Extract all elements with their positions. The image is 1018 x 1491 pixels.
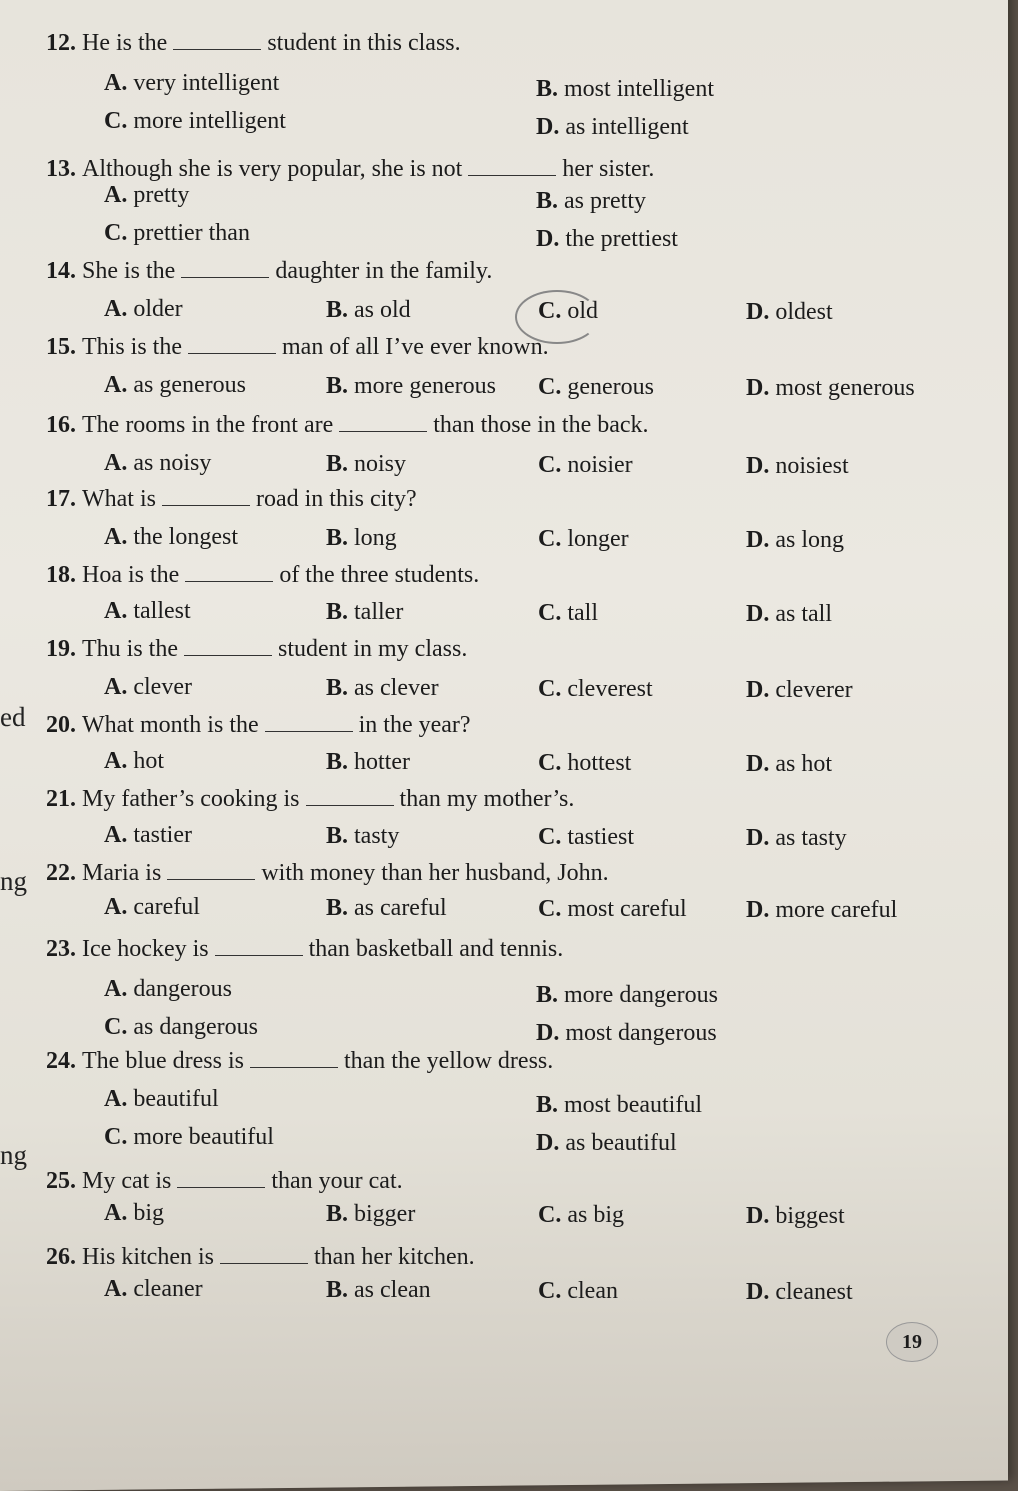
question-text-before: What month is the xyxy=(82,712,259,738)
question-text-before: Although she is very popular, she is not xyxy=(82,156,463,182)
answer-option[interactable] xyxy=(536,982,718,1009)
answer-option[interactable] xyxy=(326,1201,415,1228)
option-text: tastiest xyxy=(567,824,634,850)
answer-option[interactable] xyxy=(104,450,211,477)
option-text: generous xyxy=(567,374,654,400)
answer-option[interactable] xyxy=(538,896,687,923)
answer-blank[interactable] xyxy=(188,335,276,354)
option-letter: A. xyxy=(104,748,134,774)
option-text: old xyxy=(567,298,599,324)
answer-blank[interactable] xyxy=(162,487,250,506)
option-letter: A. xyxy=(104,822,134,848)
answer-blank[interactable] xyxy=(177,1169,265,1188)
question-number: 25. xyxy=(46,1168,82,1194)
option-text: as tasty xyxy=(775,825,847,851)
answer-option[interactable] xyxy=(746,897,897,924)
question-text-after: student in this class. xyxy=(267,30,461,56)
option-letter: A. xyxy=(104,674,134,700)
option-text: as dangerous xyxy=(133,1014,258,1040)
answer-option[interactable] xyxy=(536,226,678,253)
question-text-after: than those in the back. xyxy=(433,412,649,438)
answer-option[interactable] xyxy=(746,1203,845,1230)
question-number: 16. xyxy=(46,412,82,438)
option-text: longer xyxy=(567,526,629,552)
option-text: tallest xyxy=(133,598,191,624)
answer-option[interactable] xyxy=(538,750,631,777)
option-letter: B. xyxy=(326,749,355,775)
answer-option[interactable] xyxy=(326,895,447,922)
option-letter: A. xyxy=(104,598,134,624)
answer-option[interactable] xyxy=(746,375,915,402)
answer-option[interactable] xyxy=(104,70,279,97)
answer-option[interactable] xyxy=(326,525,397,552)
answer-option[interactable] xyxy=(104,976,232,1003)
option-text: the prettiest xyxy=(565,226,678,252)
answer-option[interactable] xyxy=(746,601,832,628)
option-letter: A. xyxy=(104,524,134,550)
option-letter: B. xyxy=(536,188,565,214)
option-letter: B. xyxy=(326,1201,355,1227)
answer-option[interactable] xyxy=(746,453,849,480)
question-text-after: than basketball and tennis. xyxy=(308,936,564,962)
option-letter: D. xyxy=(536,114,566,140)
answer-option[interactable] xyxy=(104,1014,258,1041)
question-text-before: He is the xyxy=(82,30,168,56)
option-letter: B. xyxy=(326,373,355,399)
answer-option[interactable] xyxy=(104,1276,203,1303)
answer-blank[interactable] xyxy=(265,713,353,732)
question-stem xyxy=(46,156,654,183)
option-text: hot xyxy=(133,748,165,774)
answer-option[interactable] xyxy=(746,825,847,852)
question-text-before: Ice hockey is xyxy=(82,936,209,962)
answer-option[interactable] xyxy=(104,1124,274,1151)
option-letter: B. xyxy=(326,599,355,625)
option-letter: C. xyxy=(538,896,568,922)
option-letter: D. xyxy=(746,375,776,401)
answer-option[interactable] xyxy=(104,894,200,921)
option-letter: C. xyxy=(538,298,568,324)
option-text: big xyxy=(133,1200,165,1226)
answer-option[interactable] xyxy=(536,114,689,141)
answer-option[interactable] xyxy=(536,76,714,103)
option-letter: B. xyxy=(536,1092,565,1118)
answer-blank[interactable] xyxy=(468,157,556,176)
question-text-before: Maria is xyxy=(82,860,162,886)
option-letter: A. xyxy=(104,450,134,476)
option-text: noisiest xyxy=(775,453,849,479)
answer-option[interactable] xyxy=(104,748,164,775)
option-text: oldest xyxy=(775,299,833,325)
question-text-after: with money than her husband, John. xyxy=(261,860,609,886)
bleed-text: ng xyxy=(0,1140,27,1170)
option-text: cleverer xyxy=(775,677,853,703)
option-text: prettier than xyxy=(133,220,250,246)
option-letter: D. xyxy=(746,751,776,777)
option-text: as noisy xyxy=(133,450,212,476)
answer-option[interactable] xyxy=(104,598,191,625)
pencil-circle-mark xyxy=(515,290,599,344)
answer-option[interactable] xyxy=(538,676,653,703)
question-stem xyxy=(46,936,563,963)
option-text: cleanest xyxy=(775,1279,853,1305)
answer-option[interactable] xyxy=(104,1086,219,1113)
question-stem xyxy=(46,30,461,57)
question-text-after: of the three students. xyxy=(279,562,480,588)
question-number: 15. xyxy=(46,334,82,360)
option-letter: D. xyxy=(536,1130,566,1156)
option-text: clean xyxy=(567,1278,618,1304)
question-text-after: road in this city? xyxy=(255,486,417,512)
option-letter: B. xyxy=(326,1277,355,1303)
question-text-before: My cat is xyxy=(82,1168,172,1194)
question-number: 14. xyxy=(46,258,82,284)
option-letter: A. xyxy=(104,894,134,920)
option-letter: C. xyxy=(538,452,568,478)
option-letter: C. xyxy=(538,600,568,626)
answer-blank[interactable] xyxy=(173,31,261,50)
option-text: taller xyxy=(354,599,404,625)
question-number: 12. xyxy=(46,30,82,56)
option-text: as clean xyxy=(354,1277,431,1303)
question-text-before: His kitchen is xyxy=(82,1244,214,1270)
option-letter: B. xyxy=(326,895,355,921)
answer-option[interactable] xyxy=(104,822,192,849)
option-letter: A. xyxy=(104,70,134,96)
question-number: 23. xyxy=(46,936,82,962)
question-text-before: This is the xyxy=(82,334,182,360)
option-letter: C. xyxy=(104,108,134,134)
option-text: as long xyxy=(775,527,845,553)
question-stem xyxy=(46,562,479,589)
option-letter: C. xyxy=(104,1014,134,1040)
option-letter: A. xyxy=(104,182,134,208)
option-letter: A. xyxy=(104,1200,134,1226)
answer-blank[interactable] xyxy=(184,637,272,656)
option-text: as old xyxy=(354,297,411,323)
option-text: the longest xyxy=(133,524,238,550)
option-text: as clever xyxy=(354,675,439,701)
page-number: 19 xyxy=(886,1322,938,1362)
option-text: as tall xyxy=(775,601,832,627)
option-text: as hot xyxy=(775,751,833,777)
answer-option[interactable] xyxy=(104,220,250,247)
option-letter: A. xyxy=(104,296,134,322)
question-number: 24. xyxy=(46,1048,82,1074)
option-letter: D. xyxy=(746,897,776,923)
answer-option[interactable] xyxy=(104,182,189,209)
option-letter: D. xyxy=(746,825,776,851)
option-text: hotter xyxy=(354,749,410,775)
option-letter: D. xyxy=(746,453,776,479)
answer-option[interactable] xyxy=(746,299,833,326)
answer-option[interactable] xyxy=(326,373,496,400)
question-text-after: daughter in the family. xyxy=(275,258,493,284)
option-text: older xyxy=(133,296,183,322)
answer-option[interactable] xyxy=(536,1092,702,1119)
question-text-after: than the yellow dress. xyxy=(343,1048,554,1074)
answer-option[interactable] xyxy=(538,374,654,401)
option-text: most dangerous xyxy=(565,1020,717,1046)
option-letter: C. xyxy=(104,220,134,246)
option-letter: C. xyxy=(538,824,568,850)
answer-option[interactable] xyxy=(326,1277,431,1304)
question-stem xyxy=(46,258,492,285)
question-text-before: What is xyxy=(82,486,156,512)
option-letter: C. xyxy=(538,1202,568,1228)
option-text: hottest xyxy=(567,750,632,776)
option-text: cleaner xyxy=(133,1276,203,1302)
answer-option[interactable] xyxy=(536,188,646,215)
option-letter: D. xyxy=(746,601,776,627)
answer-blank[interactable] xyxy=(167,861,255,880)
answer-option[interactable] xyxy=(104,296,183,323)
option-text: more dangerous xyxy=(564,982,718,1008)
option-letter: A. xyxy=(104,372,134,398)
answer-option[interactable] xyxy=(746,527,844,554)
question-number: 21. xyxy=(46,786,82,812)
option-text: tastier xyxy=(133,822,192,848)
option-letter: B. xyxy=(326,525,355,551)
answer-option[interactable] xyxy=(326,451,406,478)
answer-option[interactable] xyxy=(326,675,439,702)
question-text-after: man of all I’ve ever known. xyxy=(282,334,549,360)
question-stem xyxy=(46,786,574,813)
answer-option[interactable] xyxy=(536,1020,717,1047)
option-letter: D. xyxy=(746,1279,776,1305)
option-letter: A. xyxy=(104,976,134,1002)
option-letter: C. xyxy=(104,1124,134,1150)
answer-option[interactable] xyxy=(326,749,410,776)
bleed-text: ed xyxy=(0,702,26,732)
option-text: as generous xyxy=(133,372,246,398)
question-number: 19. xyxy=(46,636,82,662)
option-letter: B. xyxy=(326,675,355,701)
answer-option[interactable] xyxy=(538,452,633,479)
option-letter: C. xyxy=(538,526,568,552)
question-stem xyxy=(46,334,549,361)
option-text: as careful xyxy=(354,895,447,921)
answer-blank[interactable] xyxy=(250,1049,338,1068)
question-stem xyxy=(46,1244,475,1271)
answer-option[interactable] xyxy=(104,108,286,135)
question-stem xyxy=(46,486,417,513)
question-text-before: Thu is the xyxy=(82,636,178,662)
option-letter: B. xyxy=(326,823,355,849)
option-letter: B. xyxy=(536,76,565,102)
answer-option[interactable] xyxy=(104,524,238,551)
option-text: noisy xyxy=(354,451,407,477)
option-letter: D. xyxy=(536,1020,566,1046)
option-text: pretty xyxy=(133,182,190,208)
option-letter: D. xyxy=(746,527,776,553)
option-letter: B. xyxy=(536,982,565,1008)
answer-option[interactable] xyxy=(326,823,399,850)
answer-option[interactable] xyxy=(326,297,411,324)
option-text: as big xyxy=(567,1202,625,1228)
option-letter: D. xyxy=(746,299,776,325)
answer-option[interactable] xyxy=(536,1130,677,1157)
option-text: tasty xyxy=(354,823,400,849)
question-number: 18. xyxy=(46,562,82,588)
option-text: most generous xyxy=(775,375,915,401)
option-text: careful xyxy=(133,894,200,920)
option-text: tall xyxy=(567,600,598,626)
option-text: bigger xyxy=(354,1201,416,1227)
option-text: biggest xyxy=(775,1203,845,1229)
answer-blank[interactable] xyxy=(181,259,269,278)
option-text: most intelligent xyxy=(564,76,715,102)
question-text-before: She is the xyxy=(82,258,176,284)
option-text: very intelligent xyxy=(133,70,280,96)
option-letter: A. xyxy=(104,1086,134,1112)
answer-option[interactable] xyxy=(538,1202,624,1229)
answer-option[interactable] xyxy=(104,1200,164,1227)
answer-option[interactable] xyxy=(538,824,634,851)
option-letter: C. xyxy=(538,676,568,702)
option-text: cleverest xyxy=(567,676,653,702)
option-text: more intelligent xyxy=(133,108,286,134)
answer-option[interactable] xyxy=(746,1279,853,1306)
question-text-after: than her kitchen. xyxy=(314,1244,475,1270)
option-text: clever xyxy=(133,674,192,700)
option-text: long xyxy=(354,525,397,551)
question-stem xyxy=(46,636,467,663)
question-number: 20. xyxy=(46,712,82,738)
answer-option[interactable] xyxy=(538,1278,618,1305)
option-letter: C. xyxy=(538,374,568,400)
question-text-before: The rooms in the front are xyxy=(82,412,334,438)
question-stem xyxy=(46,860,609,887)
option-text: noisier xyxy=(567,452,633,478)
answer-option[interactable] xyxy=(538,600,598,627)
question-text-before: My father’s cooking is xyxy=(82,786,300,812)
option-letter: C. xyxy=(538,1278,568,1304)
option-text: beautiful xyxy=(133,1086,219,1112)
question-number: 22. xyxy=(46,860,82,886)
option-text: as beautiful xyxy=(565,1130,677,1156)
question-text-before: The blue dress is xyxy=(82,1048,244,1074)
answer-blank[interactable] xyxy=(185,563,273,582)
question-text-after: her sister. xyxy=(562,156,655,182)
question-text-after: in the year? xyxy=(358,712,471,738)
option-letter: A. xyxy=(104,1276,134,1302)
question-text-before: Hoa is the xyxy=(82,562,180,588)
option-text: more beautiful xyxy=(133,1124,274,1150)
option-letter: B. xyxy=(326,297,355,323)
option-letter: D. xyxy=(746,677,776,703)
answer-option[interactable] xyxy=(538,526,629,553)
option-text: most careful xyxy=(567,896,687,922)
answer-option[interactable] xyxy=(104,674,192,701)
option-text: as intelligent xyxy=(565,114,689,140)
answer-blank[interactable] xyxy=(215,937,303,956)
answer-blank[interactable] xyxy=(220,1245,308,1264)
answer-option[interactable] xyxy=(326,599,403,626)
question-text-after: student in my class. xyxy=(278,636,468,662)
question-number: 17. xyxy=(46,486,82,512)
option-text: as pretty xyxy=(564,188,646,214)
answer-option[interactable] xyxy=(746,677,853,704)
question-number: 13. xyxy=(46,156,82,182)
question-stem xyxy=(46,712,471,739)
option-text: more generous xyxy=(354,373,496,399)
option-letter: C. xyxy=(538,750,568,776)
option-text: dangerous xyxy=(133,976,232,1002)
question-text-after: than my mother’s. xyxy=(399,786,575,812)
option-text: more careful xyxy=(775,897,898,923)
answer-option[interactable] xyxy=(104,372,246,399)
option-letter: D. xyxy=(746,1203,776,1229)
option-letter: B. xyxy=(326,451,355,477)
bleed-text: ng xyxy=(0,866,27,896)
answer-blank[interactable] xyxy=(306,787,394,806)
question-stem xyxy=(46,412,649,439)
answer-blank[interactable] xyxy=(339,413,427,432)
question-stem xyxy=(46,1048,553,1075)
question-text-after: than your cat. xyxy=(271,1168,403,1194)
option-letter: D. xyxy=(536,226,566,252)
question-stem xyxy=(46,1168,403,1195)
question-number: 26. xyxy=(46,1244,82,1270)
option-text: most beautiful xyxy=(564,1092,702,1118)
answer-option[interactable] xyxy=(746,751,832,778)
